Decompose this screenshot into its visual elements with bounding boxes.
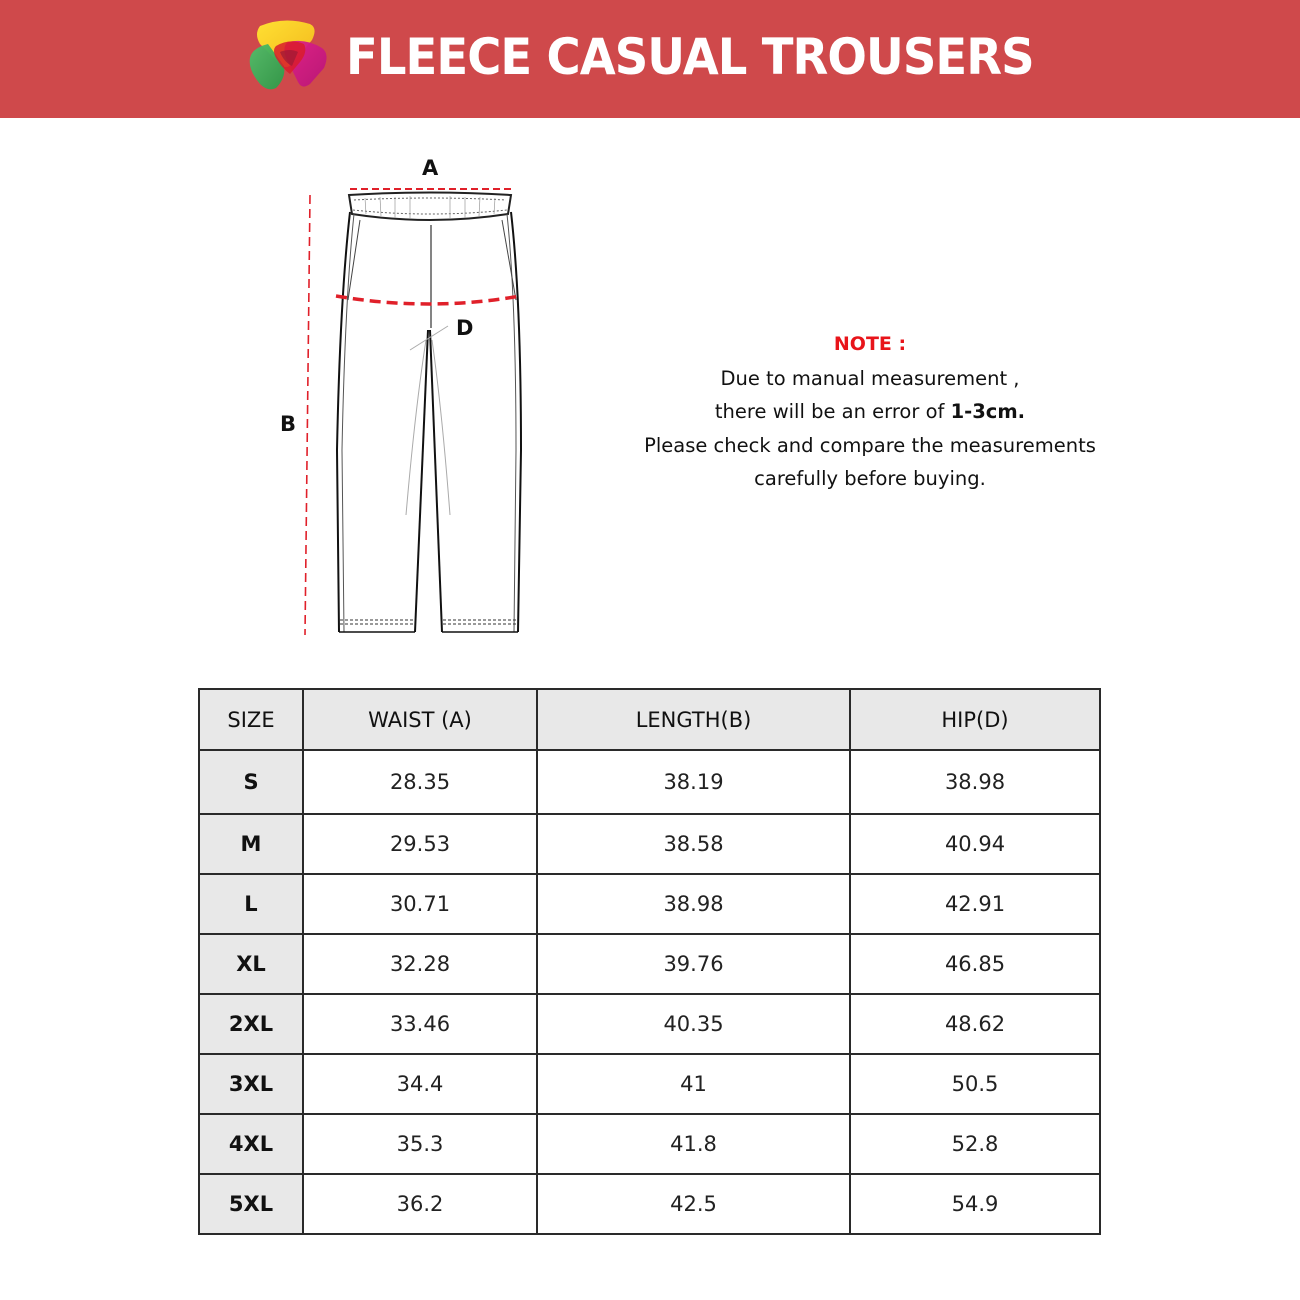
- size-cell: 4XL: [199, 1114, 303, 1174]
- trousers-illustration-icon: [270, 150, 550, 650]
- size-cell: XL: [199, 934, 303, 994]
- length-cell: 41: [537, 1054, 850, 1114]
- length-cell: 41.8: [537, 1114, 850, 1174]
- note-line-2: [630, 395, 1110, 429]
- note-title: NOTE :: [833, 333, 907, 355]
- table-row: [199, 994, 1100, 1054]
- length-cell: 42.5: [537, 1174, 850, 1234]
- note-line-1: Due to manual measurement ,: [720, 366, 1020, 390]
- hip-cell: 40.94: [850, 814, 1100, 874]
- length-cell: 38.58: [537, 814, 850, 874]
- table-row: [199, 1174, 1100, 1234]
- length-cell: 38.98: [537, 874, 850, 934]
- waist-label-a: A: [422, 156, 439, 180]
- size-cell: 3XL: [199, 1054, 303, 1114]
- table-row: [199, 1114, 1100, 1174]
- note-line-2-text: there will be an error of: [714, 400, 951, 423]
- header-banner: [0, 0, 1300, 118]
- hip-cell: 50.5: [850, 1054, 1100, 1114]
- size-cell: S: [199, 750, 303, 814]
- note-line-3: Please check and compare the measurements: [644, 433, 1096, 457]
- table-header-row: [199, 689, 1100, 750]
- hip-cell: 38.98: [850, 750, 1100, 814]
- size-cell: L: [199, 874, 303, 934]
- waist-cell: 28.35: [303, 750, 537, 814]
- note-line-4: carefully before buying.: [754, 467, 986, 490]
- hip-label-d: D: [456, 316, 474, 340]
- size-cell: 5XL: [199, 1174, 303, 1234]
- hip-cell: 48.62: [850, 994, 1100, 1054]
- length-cell: 39.76: [537, 934, 850, 994]
- trousers-measurement-diagram: [270, 150, 550, 650]
- header-waist: WAIST (A): [303, 689, 537, 750]
- size-cell: 2XL: [199, 994, 303, 1054]
- header-length: LENGTH(B): [537, 689, 850, 750]
- waist-cell: 33.46: [303, 994, 537, 1054]
- table-row: [199, 934, 1100, 994]
- header-size: SIZE: [199, 689, 303, 750]
- hip-cell: 52.8: [850, 1114, 1100, 1174]
- waist-cell: 34.4: [303, 1054, 537, 1114]
- table-row: [199, 750, 1100, 814]
- table-row: [199, 814, 1100, 874]
- length-label-b: B: [280, 412, 297, 436]
- brand-logo-icon: [246, 18, 330, 92]
- size-cell: M: [199, 814, 303, 874]
- table-row: [199, 1054, 1100, 1114]
- length-cell: 40.35: [537, 994, 850, 1054]
- waist-cell: 30.71: [303, 874, 537, 934]
- size-chart-table: [198, 688, 1101, 1235]
- error-range: 1-3cm.: [950, 400, 1026, 423]
- hip-cell: 42.91: [850, 874, 1100, 934]
- hip-cell: 54.9: [850, 1174, 1100, 1234]
- waist-cell: 29.53: [303, 814, 537, 874]
- table-row: [199, 874, 1100, 934]
- header-hip: HIP(D): [850, 689, 1100, 750]
- length-cell: 38.19: [537, 750, 850, 814]
- waist-cell: 32.28: [303, 934, 537, 994]
- hip-cell: 46.85: [850, 934, 1100, 994]
- measurement-note: [630, 328, 1110, 496]
- waist-cell: 36.2: [303, 1174, 537, 1234]
- waist-cell: 35.3: [303, 1114, 537, 1174]
- page-title: FLEECE CASUAL TROUSERS: [346, 28, 1034, 86]
